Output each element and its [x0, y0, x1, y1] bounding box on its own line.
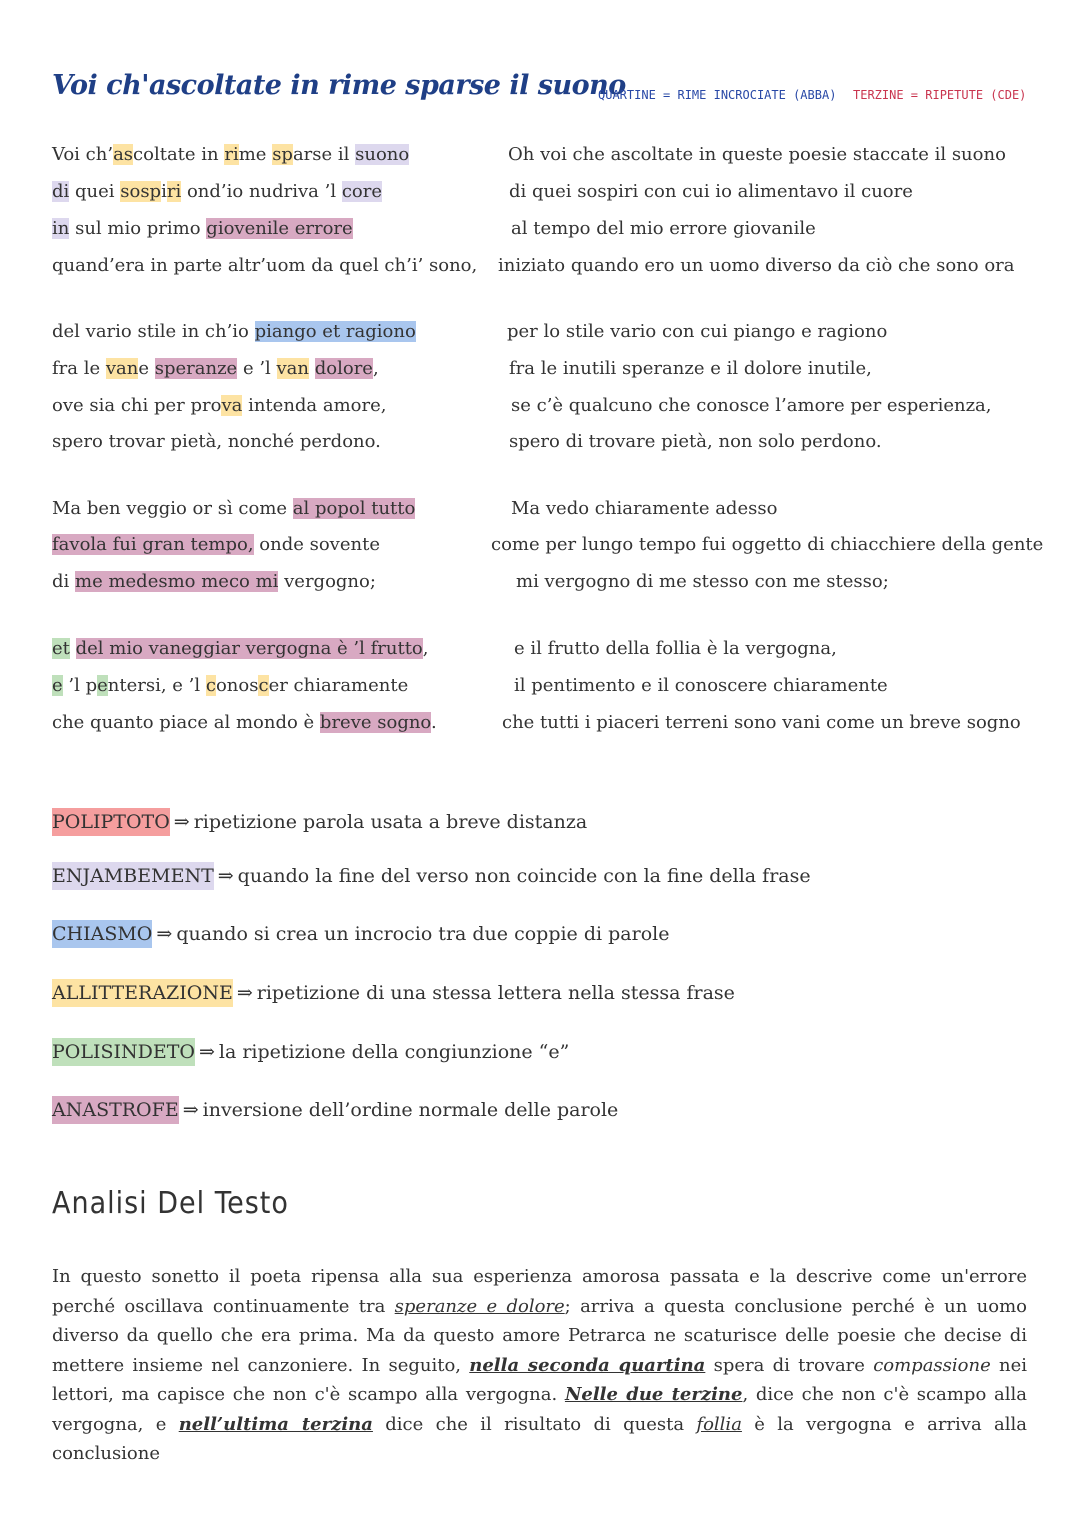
- paraphrase-7: se c’è qualcuno che conosce l’amore per esperienza,: [511, 395, 992, 416]
- verse-13: e ’l pentersi, e ’l conoscer chiaramente: [52, 675, 409, 696]
- paraphrase-3: al tempo del mio errore giovanile: [511, 218, 816, 239]
- analysis-text: spera di trovare: [705, 1354, 874, 1376]
- legend-term: POLISINDETO: [52, 1038, 195, 1066]
- analysis-paragraph: [52, 1262, 1027, 1469]
- highlight: c: [205, 675, 216, 696]
- highlight: al popol tutto: [292, 498, 416, 519]
- paraphrase-4: iniziato quando ero un uomo diverso da ciò che sono ora: [498, 255, 1015, 276]
- paraphrase-8: spero di trovare pietà, non solo perdono.: [509, 431, 882, 452]
- analysis-heading: Analisi Del Testo: [52, 1186, 289, 1221]
- highlight: et: [52, 638, 70, 659]
- verse-10: favola fui gran tempo, onde sovente: [52, 534, 380, 555]
- verse-7: ove sia chi per prova intenda amore,: [52, 395, 387, 416]
- legend-term: ANASTROFE: [52, 1096, 179, 1124]
- highlight: speranze: [154, 358, 238, 379]
- verse-2: di quei sospiri ond’io nudriva ’l core: [52, 181, 383, 202]
- highlight: van: [276, 358, 310, 379]
- analysis-text: , dice che non c'è scampo alla vergogna, e: [52, 1384, 1027, 1435]
- legend-desc: ripetizione parola usata a breve distanza: [193, 811, 588, 833]
- paraphrase-13: il pentimento e il conoscere chiaramente: [514, 675, 888, 696]
- paraphrase-10: come per lungo tempo fui oggetto di chiacchiere della gente: [491, 534, 1044, 555]
- arrow-icon: ⇒: [198, 1041, 215, 1063]
- highlight: ri: [166, 181, 182, 202]
- arrow-icon: ⇒: [173, 811, 190, 833]
- legend-term: POLIPTOTO: [52, 808, 170, 836]
- analysis-text: è la vergogna e arriva alla conclusione: [52, 1413, 1027, 1464]
- legend-term: ENJAMBEMENT: [52, 862, 214, 890]
- legend-desc: inversione dell’ordine normale delle parole: [202, 1099, 619, 1121]
- analysis-text: dice che il risultato di questa: [372, 1413, 697, 1435]
- highlight: giovenile errore: [206, 218, 353, 239]
- highlight: suono: [355, 144, 410, 165]
- highlight: e: [97, 675, 108, 696]
- highlight: di: [52, 181, 70, 202]
- paraphrase-11: mi vergogno di me stesso con me stesso;: [516, 571, 889, 592]
- legend-item-poliptoto: [52, 807, 587, 837]
- emphasis-speranze: speranze e dolore: [394, 1295, 565, 1317]
- analysis-text: nei lettori, ma capisce che non c'è scampo alla vergogna.: [52, 1354, 1027, 1405]
- paraphrase-9: Ma vedo chiaramente adesso: [511, 498, 778, 519]
- paraphrase-12: e il frutto della follia è la vergogna,: [514, 638, 837, 659]
- highlight: core: [341, 181, 383, 202]
- highlight: e: [52, 675, 63, 696]
- highlight: favola fui gran tempo,: [52, 534, 254, 555]
- quartine-note: QUARTINE = RIME INCROCIATE (ABBA): [598, 88, 837, 102]
- verse-11: di me medesmo meco mi vergogno;: [52, 571, 376, 592]
- highlight: piango et ragiono: [254, 321, 416, 342]
- analysis-text: ; arriva a questa conclusione perché è un uomo diverso da quello che era prima. Ma da questo amore Petrarca ne scaturisce delle poesie che decise di mettere insieme nel canzoniere. In seguito,: [52, 1295, 1027, 1376]
- paraphrase-2: di quei sospiri con cui io alimentavo il cuore: [509, 181, 913, 202]
- highlight: ri: [224, 144, 239, 165]
- highlight: as: [113, 144, 134, 165]
- verse-3: in sul mio primo giovenile errore: [52, 218, 353, 239]
- highlight: breve sogno: [319, 712, 431, 733]
- highlight: in: [52, 218, 70, 239]
- verse-4: quand’era in parte altr’uom da quel ch’i’ sono,: [52, 255, 478, 276]
- emphasis-ultima-terzina: nell’ultima terzina: [178, 1413, 373, 1435]
- arrow-icon: ⇒: [236, 982, 253, 1004]
- arrow-icon: ⇒: [182, 1099, 199, 1121]
- highlight: sosp: [120, 181, 162, 202]
- verse-5: del vario stile in ch’io piango et ragiono: [52, 321, 416, 342]
- paraphrase-1: Oh voi che ascoltate in queste poesie staccate il suono: [508, 144, 1006, 165]
- legend-item-anastrofe: [52, 1095, 618, 1125]
- arrow-icon: ⇒: [156, 923, 173, 945]
- highlight: c: [258, 675, 269, 696]
- verse-14: che quanto piace al mondo è breve sogno.: [52, 712, 437, 733]
- emphasis-compassione: compassione: [873, 1354, 991, 1376]
- verse-9: Ma ben veggio or sì come al popol tutto: [52, 498, 416, 519]
- legend-item-allitterazione: [52, 978, 735, 1008]
- emphasis-due-terzine: Nelle due terzine: [564, 1384, 743, 1405]
- legend-desc: quando si crea un incrocio tra due coppie di parole: [176, 923, 670, 945]
- paraphrase-6: fra le inutili speranze e il dolore inutile,: [509, 358, 872, 379]
- legend-term: ALLITTERAZIONE: [52, 979, 233, 1007]
- legend-item-chiasmo: [52, 919, 669, 949]
- highlight: dolore: [314, 358, 373, 379]
- paraphrase-14: che tutti i piaceri terreni sono vani come un breve sogno: [502, 712, 1021, 733]
- verse-12: et del mio vaneggiar vergogna è ’l frutto,: [52, 638, 429, 659]
- analysis-text: In questo sonetto il poeta ripensa alla sua esperienza amorosa passata e la descrive come un'errore perché oscillava continuamente tra: [52, 1266, 1027, 1317]
- legend-desc: la ripetizione della congiunzione “e”: [218, 1041, 570, 1063]
- verse-8: spero trovar pietà, nonché perdono.: [52, 431, 381, 452]
- arrow-icon: ⇒: [217, 865, 234, 887]
- terzine-note: TERZINE = RIPETUTE (CDE): [853, 88, 1027, 102]
- legend-desc: quando la fine del verso non coincide con la fine della frase: [237, 865, 811, 887]
- highlight: del mio vaneggiar vergogna è ’l frutto: [75, 638, 423, 659]
- legend-item-enjambement: [52, 861, 811, 891]
- legend-term: CHIASMO: [52, 920, 152, 948]
- verse-6: fra le vane speranze e ’l van dolore,: [52, 358, 379, 379]
- emphasis-seconda-quartina: nella seconda quartina: [469, 1354, 706, 1376]
- legend-desc: ripetizione di una stessa lettera nella stessa frase: [256, 982, 735, 1004]
- highlight: van: [105, 358, 139, 379]
- highlight: me medesmo meco mi: [75, 571, 279, 592]
- paraphrase-5: per lo stile vario con cui piango e ragiono: [507, 321, 888, 342]
- highlight: sp: [272, 144, 293, 165]
- highlight: va: [221, 395, 243, 416]
- legend-item-polisindeto: [52, 1037, 569, 1067]
- verse-1: Voi ch’ascoltate in rime sparse il suono: [52, 144, 410, 165]
- emphasis-follia: follia: [696, 1413, 742, 1435]
- page-title: Voi ch'ascoltate in rime sparse il suono: [52, 70, 626, 101]
